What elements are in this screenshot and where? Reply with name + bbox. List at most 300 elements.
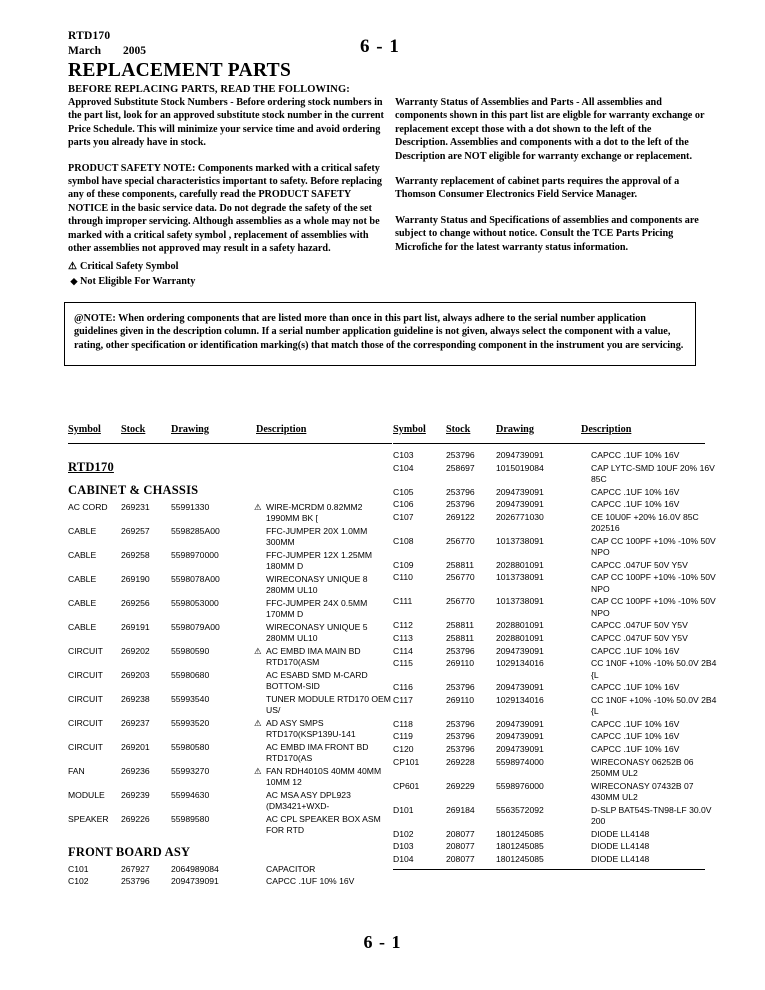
cell-stock: 269228 [446,756,475,767]
cell-stock: 269229 [446,780,475,791]
description-line: CAPACITOR [266,863,316,874]
table-row [393,658,717,681]
column-header-drawing: Drawing [496,424,534,435]
cell-description [256,622,392,645]
cell-description [581,535,716,559]
table-row [393,462,715,486]
description-line: CAP LYTC-SMD 10UF 20% 16V [591,462,715,473]
description-line: 1990MM BK [ [266,513,319,524]
table-row [68,598,392,621]
description-line: D-SLP BAT54S-TN98-LF 30.0V [591,804,712,815]
intro-paragraph: Approved Substitute Stock Numbers - Before ordering stock numbers in the part list, look for an approved substitute stock number in the current Price Schedule. This will minimize your service time and avoid ordering parts you already have in stock. [68,97,384,149]
legend-label: Not Eligible For Warranty [80,276,196,287]
cell-description [256,646,392,669]
cell-description [581,560,705,571]
description-line: AC EMBD IMA FRONT BD [266,742,369,752]
table-row [393,781,705,804]
description-line: DIODE LL4148 [591,828,650,839]
cell-drawing: 55994630 [171,790,210,800]
header-date [68,45,146,57]
table-row [68,742,392,765]
cell-stock: 253796 [446,718,475,729]
description-line: DIODE LL4148 [591,853,650,864]
cell-drawing: 5598285A00 [171,526,220,536]
description-line: (DM3421+WXD- [266,801,330,812]
cell-drawing: 1801245085 [496,853,544,864]
table-body-right [393,444,717,865]
cell-stock: 269226 [121,814,150,824]
description-line: WIRECONASY UNIQUE 5 [266,622,368,632]
cell-description [581,450,705,461]
cell-drawing: 2094739091 [496,450,544,460]
description-line: WIRE-MCRDM 0.82MM2 [266,502,363,512]
cell-stock: 269190 [121,574,150,584]
cell-description [581,731,705,742]
intro-paragraph: Warranty Status of Assemblies and Parts - All assemblies and components shown in this part list are eligble for warranty exchange or replacement except those with a dot shown to the left of the Description. Assemblies and components with a dot to the left of the Description are NOT eligible for warranty exchange or replacement. [395,97,705,162]
description-line: FAN RDH4010S 40MM 40MM [266,766,382,776]
table-row [393,560,705,571]
description-line: FFC-JUMPER 20X 1.0MM [266,526,368,536]
cell-description [581,462,715,486]
description-line: CC 1N0F +10% -10% 50.0V 2B4 [591,694,717,705]
cell-description [256,718,392,741]
cell-stock: 208077 [446,828,475,839]
note-text: @NOTE: When ordering components that are listed more than once in this part list, always adhere to the serial number application guidelines given in the description column. If a serial number application guideline is not given, always select the component with a value, rating, other specification or identification marking(s) that match those of the corresponding component in the instrument you are servicing. [74,313,684,351]
table-row [68,646,392,669]
intro-paragraph: Warranty Status and Specifications of assemblies and components are subject to change without notice. Consult the TCE Parts Pricing Microfiche for the latest warranty status information. [395,214,699,253]
description-line: CAPCC .1UF 10% 16V [591,645,680,656]
cell-description [256,876,392,887]
description-line: CAPCC .1UF 10% 16V [591,743,680,754]
cell-stock: 253796 [446,486,475,497]
table-header-row [393,424,705,440]
cell-description [256,598,392,621]
table-row [393,487,705,498]
cell-description [256,864,392,875]
column-header-stock: Stock [446,424,471,435]
cell-stock: 269203 [121,670,150,680]
description-line: {L [591,706,599,717]
cell-description [581,829,705,840]
cell-stock: 269202 [121,646,150,656]
cell-stock: 253796 [446,450,475,460]
cell-drawing: 55993270 [171,766,210,776]
cell-stock: 269257 [121,526,150,536]
cell-symbol: D102 [393,828,414,839]
cell-stock: 256770 [446,535,475,546]
column-header-description: Description [256,424,307,435]
description-line: NPO [591,607,610,618]
cell-stock: 269122 [446,511,475,522]
table-header-row [68,424,392,440]
warning-triangle-icon: ⚠ [68,261,77,272]
description-line: RTD170(AS [266,753,313,764]
legend-label: Critical Safety Symbol [80,261,179,272]
description-line: 202516 [591,523,620,534]
cell-symbol: C108 [393,535,414,546]
description-line: CAPCC .1UF 10% 16V [591,682,680,693]
description-line: CAPCC .1UF 10% 16V [591,486,680,497]
cell-description [581,841,705,852]
cell-stock: 269201 [121,742,150,752]
table-row [68,526,392,549]
cell-drawing: 2094739091 [496,731,544,742]
table-row [393,535,716,559]
cell-drawing: 2026771030 [496,511,544,522]
cell-drawing: 2094739091 [496,499,544,510]
cell-symbol: C102 [68,876,89,887]
description-line: 280MM UL10 [266,633,318,644]
table-row [68,622,392,645]
section-heading-cabinet-chassis: CABINET & CHASSIS [68,483,199,497]
cell-drawing: 2094739091 [171,876,219,887]
cell-symbol: C104 [393,462,414,473]
cell-drawing: 5598970000 [171,550,219,560]
description-line: RTD170(KSP139U-141 [266,729,356,740]
cell-description [256,814,392,837]
header-model: RTD170 [68,30,111,42]
table-row [393,450,705,461]
warning-triangle-icon: ⚠ [254,766,262,776]
description-line: RTD170(ASM [266,657,320,668]
cell-drawing: 55991330 [171,502,210,512]
note-box [64,302,696,366]
page-title: REPLACEMENT PARTS [68,60,292,81]
header-month: March [68,45,102,57]
cell-stock: 269238 [121,694,150,704]
cell-drawing: 55980590 [171,646,210,656]
cell-symbol: C105 [393,486,414,497]
cell-description [581,854,705,865]
warning-triangle-icon: ⚠ [254,646,262,656]
description-line: AC EMBD IMA MAIN BD [266,646,361,656]
cell-symbol: D104 [393,853,414,864]
cell-drawing: 1013738091 [496,535,544,546]
description-line: CAPCC .1UF 10% 16V [266,876,355,887]
cell-symbol: C114 [393,645,413,656]
cell-drawing: 55993520 [171,718,210,728]
cell-drawing: 1029134016 [496,658,544,669]
cell-drawing: 55980580 [171,742,210,752]
cell-symbol: CIRCUIT [68,670,103,680]
cell-description [581,572,716,595]
cell-symbol: C106 [393,499,414,510]
description-line: WIRECONASY 07432B 07 [591,780,694,791]
cell-drawing: 2094739091 [496,718,544,729]
cell-description [581,646,705,657]
cell-symbol: FAN [68,766,85,776]
description-line: 180MM D [266,561,304,572]
intro-paragraph: Warranty replacement of cabinet parts requires the approval of a Thomson Consumer Electronics Field Service Manager. [395,176,680,201]
description-line: CAPCC .047UF 50V Y5V [591,559,688,570]
cell-stock: 269231 [121,502,150,512]
table-row [68,790,392,813]
cell-symbol: C107 [393,511,414,522]
table-row [68,876,392,887]
section-heading-front-board-asy: FRONT BOARD ASY [68,844,191,859]
description-line: 170MM D [266,609,304,620]
table-row [393,854,705,865]
cell-symbol: CABLE [68,622,97,632]
cell-description [256,526,392,549]
cell-drawing: 2028801091 [496,632,544,643]
cell-drawing: 1029134016 [496,694,544,705]
table-row [393,744,705,755]
cell-description [581,633,705,644]
table-row [393,646,705,657]
cell-stock: 208077 [446,841,475,852]
column-header-symbol: Symbol [393,424,426,435]
description-line: NPO [591,547,610,558]
table-row [393,512,705,535]
cell-symbol: C111 [393,596,413,607]
description-line: FFC-JUMPER 12X 1.25MM [266,550,373,560]
header-page-number: 6 - 1 [360,36,400,57]
cell-drawing: 1801245085 [496,828,544,839]
cell-stock: 269236 [121,766,150,776]
description-line: 200 [591,815,606,826]
table-row [393,829,705,840]
cell-symbol: CABLE [68,574,97,584]
table-row [68,550,392,573]
description-line: CAPCC .1UF 10% 16V [591,718,680,729]
description-line: AC ESABD SMD M-CARD [266,670,368,680]
parts-table-left [68,424,392,889]
description-line: TUNER MODULE RTD170 OEM [266,694,391,704]
description-line: 430MM UL2 [591,791,638,802]
cell-symbol: CIRCUIT [68,718,103,728]
table-row [68,694,392,717]
table-row [393,633,705,644]
cell-symbol: AC CORD [68,502,108,512]
cell-description [256,790,392,813]
cell-description [581,719,705,730]
description-line: 280MM UL10 [266,585,318,596]
cell-stock: 253796 [446,682,475,693]
table-row [68,814,392,837]
description-line: BOTTOM-SID [266,681,320,692]
table-row [393,841,705,852]
diamond-dot-icon: ◆ [70,276,78,286]
cell-stock: 253796 [446,499,475,510]
cell-symbol: SPEAKER [68,814,109,824]
description-line: CAPCC .1UF 10% 16V [591,499,680,510]
cell-symbol: CP101 [393,756,420,767]
cell-drawing: 5598079A00 [171,622,220,632]
cell-stock: 256770 [446,572,475,583]
table-row [393,596,716,619]
cell-stock: 269110 [446,658,475,669]
column-header-drawing: Drawing [171,424,209,435]
description-line: DIODE LL4148 [591,841,650,852]
intro-paragraph: PRODUCT SAFETY NOTE: Components marked with a critical safety symbol have special characteristics important to safety. Before replacing any of these components, carefully read the PRODUCT SAFETY NOTICE in the basic service data. Do not degrade the safety of the set through improper servicing. Although assemblies as a whole may not be marked with a critical safety symbol , replacement of assemblies with other assemblies not approved may result in a safety hazard. [68,162,382,255]
cell-description [581,512,705,535]
page-subtitle: BEFORE REPLACING PARTS, READ THE FOLLOWING: [68,84,350,95]
column-header-description: Description [581,424,632,435]
cell-symbol: C119 [393,731,413,742]
cell-stock: 258697 [446,462,475,473]
cell-symbol: C118 [393,718,413,729]
cell-drawing: 2028801091 [496,620,544,631]
cell-stock: 208077 [446,853,475,864]
cell-symbol: C117 [393,694,413,705]
cell-stock: 253796 [446,743,475,754]
table-row [393,682,705,693]
table-row [393,719,705,730]
table-row [68,670,392,693]
table-row [393,757,705,780]
cell-symbol: CABLE [68,550,97,560]
cell-drawing: 2094739091 [496,743,544,754]
cell-drawing: 55980680 [171,670,210,680]
cell-symbol: CIRCUIT [68,646,103,656]
cell-description [581,781,705,804]
column-header-symbol: Symbol [68,424,101,435]
cell-drawing: 2064989084 [171,863,219,874]
cell-drawing: 1015019084 [496,462,544,473]
cell-symbol: C116 [393,682,413,693]
cell-description [256,766,392,789]
header-year: 2005 [123,45,147,57]
cell-drawing: 55993540 [171,694,210,704]
cell-description [581,682,705,693]
cell-stock: 258811 [446,559,475,570]
cell-drawing: 55989580 [171,814,210,824]
cell-stock: 258811 [446,632,475,643]
cell-stock: 269184 [446,804,475,815]
cell-symbol: C103 [393,450,414,460]
warning-triangle-icon: ⚠ [254,502,262,512]
cell-symbol: CABLE [68,598,97,608]
cell-symbol: C109 [393,559,414,570]
description-line: 10MM 12 [266,777,302,788]
table-row [393,620,705,631]
description-line: US/ [266,705,281,716]
cell-drawing: 2094739091 [496,682,544,693]
model-heading: RTD170 [68,460,114,474]
cell-stock: 256770 [446,596,475,607]
description-line: WIRECONASY 06252B 06 [591,756,694,767]
cell-stock: 269239 [121,790,150,800]
table-row [68,718,392,741]
cell-description [581,658,717,681]
cell-description [581,620,705,631]
cell-drawing: 1801245085 [496,841,544,852]
cell-symbol: CABLE [68,526,97,536]
table-bottom-rule [393,869,705,870]
parts-table-right [393,424,717,870]
cell-description [256,670,392,693]
cell-symbol: D101 [393,804,414,815]
description-line: CAPCC .047UF 50V Y5V [591,620,688,631]
cell-drawing: 2094739091 [496,645,544,656]
cell-symbol: C120 [393,743,414,754]
cell-description [256,574,392,597]
description-line: NPO [591,583,610,594]
table-row [68,864,392,875]
table-row [393,499,705,510]
table-row [393,731,705,742]
description-line: CC 1N0F +10% -10% 50.0V 2B4 [591,658,717,669]
cell-drawing: 1013738091 [496,596,544,607]
cell-stock: 269110 [446,694,475,705]
table-row [393,694,717,718]
description-line: AC CPL SPEAKER BOX ASM [266,814,381,824]
cell-description [256,694,392,717]
legend-row-critical-safety [68,259,195,274]
intro-left-column [68,96,386,267]
cell-description [581,487,705,498]
table-row [393,804,712,828]
cell-symbol: CIRCUIT [68,694,103,704]
cell-drawing: 2028801091 [496,559,544,570]
intro-right-column [395,96,705,266]
cell-stock: 269258 [121,550,150,560]
cell-description [581,596,716,619]
cell-description [581,757,705,780]
cell-description [256,742,392,765]
description-line: CAPCC .1UF 10% 16V [591,450,680,460]
cell-symbol: C113 [393,632,413,643]
cell-description [581,744,705,755]
cell-symbol: MODULE [68,790,105,800]
cell-drawing: 5563572092 [496,804,544,815]
description-line: FOR RTD [266,825,305,836]
description-line: CAP CC 100PF +10% -10% 50V [591,535,716,546]
cell-stock: 253796 [121,876,150,887]
description-line: CAPCC .047UF 50V Y5V [591,632,688,643]
cell-description [581,804,712,828]
cell-drawing: 5598974000 [496,756,544,767]
description-line: CE 10U0F +20% 16.0V 85C [591,511,699,522]
column-header-stock: Stock [121,424,146,435]
description-line: AD ASY SMPS [266,718,324,728]
table-row [68,766,392,789]
cell-stock: 269256 [121,598,150,608]
description-line: CAPCC .1UF 10% 16V [591,731,680,742]
cell-drawing: 1013738091 [496,572,544,583]
cell-stock: 269191 [121,622,150,632]
table-body-left [68,444,392,888]
cell-symbol: C101 [68,863,89,874]
description-line: 85C [591,474,607,484]
cell-symbol: D103 [393,841,414,852]
table-row [68,502,392,525]
cell-stock: 269237 [121,718,150,728]
cell-drawing: 5598078A00 [171,574,220,584]
symbol-legend [68,259,195,289]
cell-drawing: 5598053000 [171,598,219,608]
description-line: 250MM UL2 [591,767,638,778]
description-line: FFC-JUMPER 24X 0.5MM [266,598,368,608]
cell-description [256,502,392,525]
description-line: CAP CC 100PF +10% -10% 50V [591,596,716,607]
cell-symbol: C112 [393,620,413,631]
cell-stock: 253796 [446,731,475,742]
table-row [68,574,392,597]
cell-drawing: 5598976000 [496,780,544,791]
description-line: 300MM [266,537,295,548]
cell-drawing: 2094739091 [496,486,544,497]
description-line: AC MSA ASY DPL923 [266,790,351,800]
description-line: {L [591,669,599,680]
cell-description [256,550,392,573]
cell-stock: 267927 [121,863,150,874]
table-row [393,572,716,595]
cell-description [581,499,705,510]
description-line: CAP CC 100PF +10% -10% 50V [591,572,716,583]
description-line: WIRECONASY UNIQUE 8 [266,574,368,584]
